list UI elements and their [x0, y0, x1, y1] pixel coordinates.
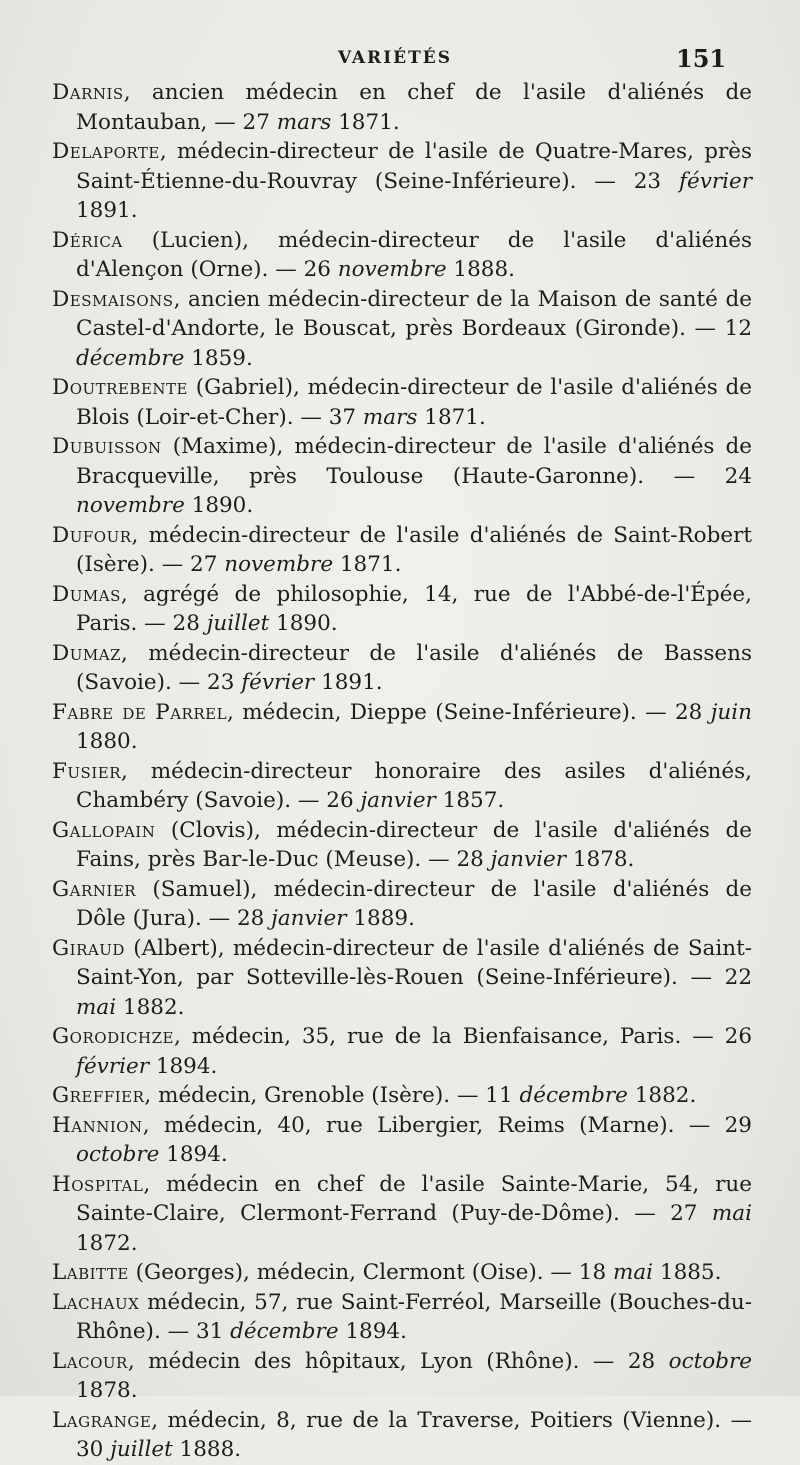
- entry-text: , médecin en chef de l'asile Sainte-Marie, 54, rue Sainte-Claire, Clermont-Ferrand (Puy-de-Dôme). — 27: [76, 1171, 752, 1226]
- entry-month: juillet: [110, 1437, 173, 1462]
- entry: [52, 1406, 752, 1465]
- entry-name: Hospital: [52, 1171, 144, 1197]
- entry-month: janvier: [360, 788, 436, 813]
- entry-month: décembre: [519, 1083, 628, 1108]
- entry-month: octobre: [668, 1348, 752, 1374]
- entry-year: 1885.: [653, 1260, 722, 1285]
- entry-text: (Gabriel), médecin-directeur de l'asile d'aliénés de Blois (Loir-et-Cher). — 37: [76, 375, 752, 430]
- entry: [52, 226, 752, 285]
- entry-year: 1888.: [446, 257, 515, 282]
- entry-name: Dérica: [52, 227, 123, 253]
- entry-month: février: [679, 168, 752, 194]
- entry-month: mars: [276, 109, 332, 135]
- entry-month: juin: [710, 699, 752, 725]
- entry-text: (Albert), médecin-directeur de l'asile d'aliénés de Saint-Saint-Yon, par Sotteville-lès-Rouen (Seine-Inférieure). — 22: [76, 935, 752, 990]
- entry-year: 1859.: [184, 345, 253, 371]
- entry-month: novembre: [76, 493, 185, 518]
- entry-name: Dumaz: [52, 640, 121, 666]
- entry: [52, 78, 752, 137]
- entry-year: 1888.: [172, 1437, 242, 1462]
- entry-name: Garnier: [52, 876, 137, 902]
- entry-month: février: [241, 670, 315, 695]
- entry: [52, 816, 752, 875]
- entry: [52, 137, 752, 226]
- entry-year: 1882.: [116, 994, 185, 1020]
- entry-text: , médecin, 35, rue de la Bienfaisance, Paris. — 26: [173, 1024, 752, 1049]
- entry-text: médecin, 57, rue Saint-Ferréol, Marseille (Bouches-du-Rhône). — 31: [76, 1289, 752, 1344]
- entry-name: Hannion: [52, 1112, 143, 1138]
- entry-text: , médecin des hôpitaux, Lyon (Rhône). — 28: [127, 1348, 669, 1374]
- entry-name: Fabre de Parrel: [52, 699, 228, 725]
- entry-text: (Lucien), médecin-directeur de l'asile d'aliénés d'Alençon (Orne). — 26: [76, 227, 752, 282]
- entry: [52, 757, 752, 816]
- entry-month: novembre: [224, 552, 334, 577]
- entry: [52, 580, 752, 639]
- entry: [52, 1347, 752, 1406]
- entry-name: Dumas: [52, 581, 121, 607]
- entry-list: [52, 78, 752, 1465]
- entry-year: 1878.: [566, 847, 635, 872]
- entry-text: , agrégé de philosophie, 14, rue de l'Abbé-de-l'Épée, Paris. — 28: [76, 581, 752, 636]
- entry-year: 1878.: [76, 1378, 138, 1403]
- entry-year: 1894.: [148, 1053, 218, 1079]
- entry-name: Greffier: [52, 1083, 145, 1108]
- entry-text: (Maxime), médecin-directeur de l'asile d'aliénés de Bracqueville, près Toulouse (Haute-Garonne). — 24: [76, 434, 752, 489]
- entry: [52, 1258, 752, 1288]
- entry-name: Darnis: [52, 80, 124, 105]
- entry-name: Lagrange: [52, 1407, 152, 1433]
- entry-name: Gallopain: [52, 817, 156, 843]
- entry-name: Delaporte: [52, 139, 160, 164]
- entry-name: Desmaisons: [52, 286, 174, 312]
- page-number: 151: [676, 44, 727, 73]
- entry: [52, 1111, 752, 1170]
- entry-name: Lachaux: [52, 1289, 140, 1315]
- entry-text: , médecin-directeur de l'asile d'aliénés de Saint-Robert (Isère). — 27: [76, 522, 752, 577]
- entry-text: (Samuel), médecin-directeur de l'asile d'aliénés de Dôle (Jura). — 28: [76, 876, 752, 931]
- entry-month: février: [76, 1053, 149, 1079]
- entry-year: 1890.: [269, 611, 338, 636]
- entry-year: 1889.: [346, 906, 415, 931]
- entry-name: Labitte: [52, 1260, 129, 1285]
- running-head: VARIÉTÉS: [338, 48, 452, 68]
- entry-text: , ancien médecin-directeur de la Maison de santé de Castel-d'Andorte, le Bouscat, près Bordeaux (Gironde). — 12: [76, 286, 752, 341]
- entry-name: Giraud: [52, 935, 125, 961]
- entry: [52, 285, 752, 374]
- entry-year: 1882.: [627, 1083, 697, 1108]
- entry-text: , médecin-directeur honoraire des asiles d'aliénés, Chambéry (Savoie). — 26: [76, 758, 752, 813]
- entry: [52, 521, 752, 580]
- entry-year: 1894.: [159, 1142, 228, 1167]
- entry-year: 1891.: [76, 198, 138, 223]
- entry-year: 1857.: [435, 788, 505, 813]
- entry-name: Dufour: [52, 522, 132, 548]
- entry-name: Doutrebente: [52, 375, 188, 400]
- entry-month: janvier: [490, 847, 566, 872]
- entry-text: (Georges), médecin, Clermont (Oise). — 18: [128, 1260, 613, 1285]
- entry: [52, 432, 752, 521]
- entry: [52, 1022, 752, 1081]
- entry-year: 1871.: [331, 109, 400, 135]
- entry: [52, 639, 752, 698]
- entry-month: juillet: [206, 611, 270, 636]
- entry-month: décembre: [230, 1319, 339, 1344]
- entry-text: , médecin, 8, rue de la Traverse, Poitiers (Vienne). — 30: [76, 1407, 752, 1462]
- entry-month: décembre: [76, 345, 185, 371]
- entry-text: , médecin-directeur de l'asile de Quatre-Mares, près Saint-Étienne-du-Rouvray (Seine-Inférieure). — 23: [76, 139, 752, 194]
- entry-text: , médecin, Grenoble (Isère). — 11: [144, 1083, 520, 1108]
- entry-year: 1894.: [338, 1319, 407, 1344]
- entry: [52, 1288, 752, 1347]
- entry-text: , médecin, 40, rue Libergier, Reims (Marne). — 29: [142, 1112, 752, 1138]
- entry-year: 1872.: [76, 1230, 138, 1256]
- entry-name: Dubuisson: [52, 434, 162, 459]
- entry-text: , ancien médecin en chef de l'asile d'aliénés de Montauban, — 27: [76, 80, 752, 135]
- entry-month: mai: [711, 1201, 752, 1226]
- entry: [52, 698, 752, 757]
- entry: [52, 1170, 752, 1259]
- entry-month: mars: [362, 404, 418, 430]
- entry-year: 1871.: [333, 552, 402, 577]
- entry-text: , médecin-directeur de l'asile d'aliénés de Bassens (Savoie). — 23: [76, 640, 752, 695]
- entry-year: 1890.: [184, 493, 254, 518]
- entry-name: Fusier: [52, 758, 122, 784]
- entry: [52, 875, 752, 934]
- entry-name: Lacour: [52, 1348, 128, 1374]
- entry-name: Gorodichze: [52, 1024, 174, 1049]
- entry-month: novembre: [337, 257, 447, 282]
- entry-month: mai: [76, 994, 117, 1020]
- entry: [52, 934, 752, 1023]
- entry-text: (Clovis), médecin-directeur de l'asile d'aliénés de Fains, près Bar-le-Duc (Meuse). — 28: [76, 817, 752, 872]
- entry: [52, 373, 752, 432]
- entry-text: , médecin, Dieppe (Seine-Inférieure). — 28: [227, 699, 711, 725]
- entry: [52, 1081, 752, 1111]
- entry-month: octobre: [76, 1142, 160, 1167]
- entry-year: 1871.: [417, 404, 486, 430]
- entry-month: janvier: [271, 906, 347, 931]
- entry-month: mai: [612, 1260, 654, 1285]
- entry-year: 1891.: [314, 670, 383, 695]
- entry-year: 1880.: [76, 729, 138, 754]
